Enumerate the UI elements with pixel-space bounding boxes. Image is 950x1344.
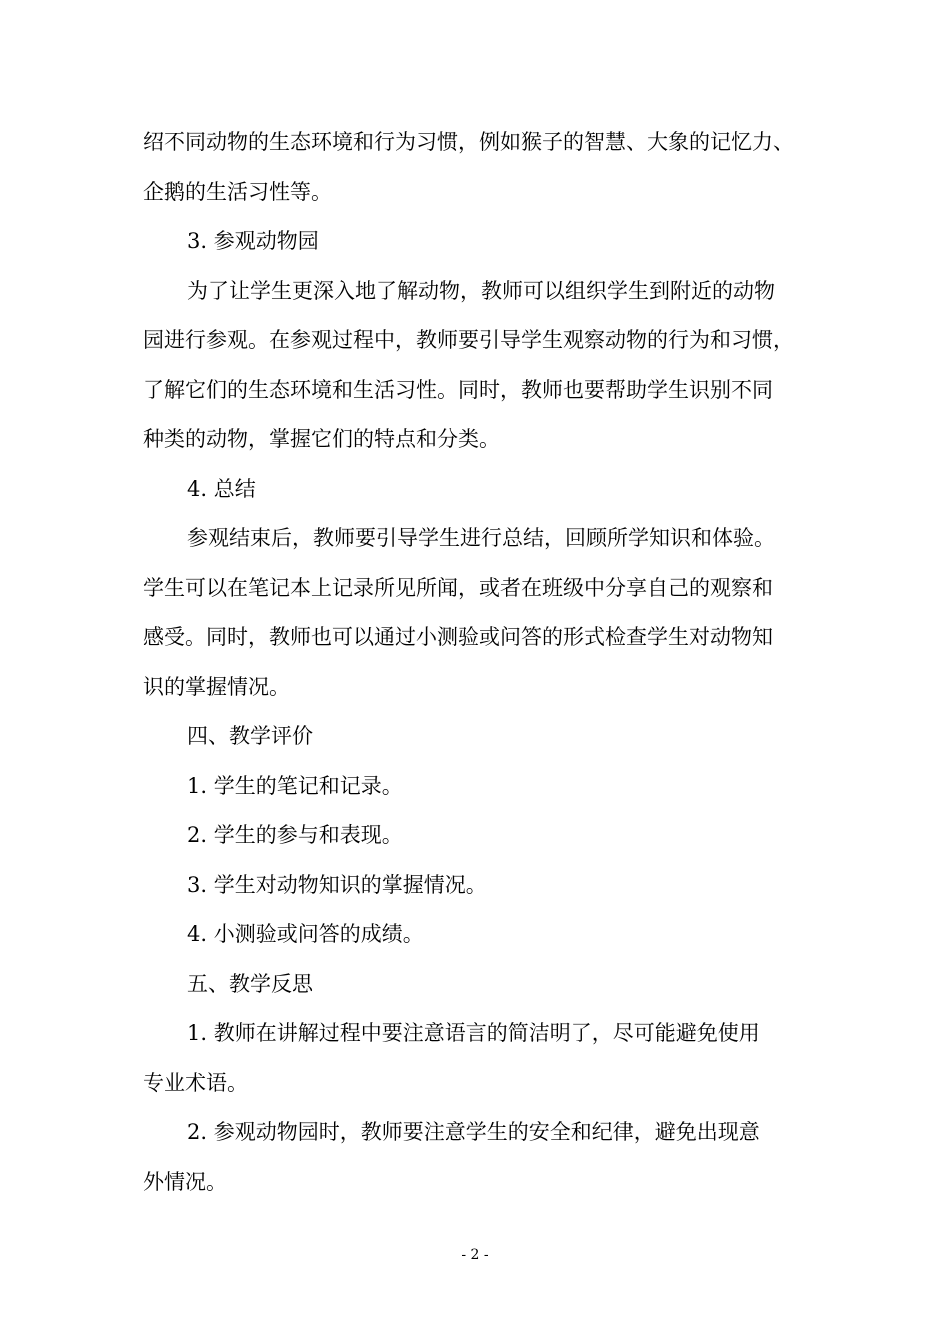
text-line: 2. 参观动物园时，教师要注意学生的安全和纪律，避免出现意 [187,1120,760,1144]
text-line: 外情况。 [143,1169,227,1194]
text-line: 3. 学生对动物知识的掌握情况。 [187,872,487,897]
text-line: 学生可以在笔记本上记录所见所闻，或者在班级中分享自己的观察和 [143,575,773,600]
text-line: 4. 总结 [187,476,256,501]
text-line: 感受。同时，教师也可以通过小测验或问答的形式检查学生对动物知 [143,625,773,649]
text-line: 识的掌握情况。 [143,674,290,699]
text-line: 3. 参观动物园 [187,229,319,253]
text-line: 了解它们的生态环境和生活习性。同时，教师也要帮助学生识别不同 [143,377,773,402]
text-line: 1. 学生的笔记和记录。 [187,773,403,798]
text-line: 参观结束后，教师要引导学生进行总结，回顾所学知识和体验。 [187,526,775,550]
text-line: 五、教学反思 [187,971,313,996]
text-line: 四、教学评价 [187,724,313,748]
document-body [143,118,815,1207]
text-line: 企鹅的生活习性等。 [143,179,332,204]
text-line: 种类的动物，掌握它们的特点和分类。 [143,427,500,451]
page-number: - 2 - [461,1247,489,1263]
text-line: 1. 教师在讲解过程中要注意语言的简洁明了，尽可能避免使用 [187,1021,760,1045]
text-line: 绍不同动物的生态环境和行为习惯，例如猴子的智慧、大象的记忆力、 [143,130,794,154]
text-line: 专业术语。 [143,1070,248,1095]
text-line: 2. 学生的参与和表现。 [187,823,403,847]
text-line: 园进行参观。在参观过程中，教师要引导学生观察动物的行为和习惯， [143,328,794,352]
text-line: 为了让学生更深入地了解动物，教师可以组织学生到附近的动物 [187,278,775,303]
text-line: 4. 小测验或问答的成绩。 [187,922,424,946]
